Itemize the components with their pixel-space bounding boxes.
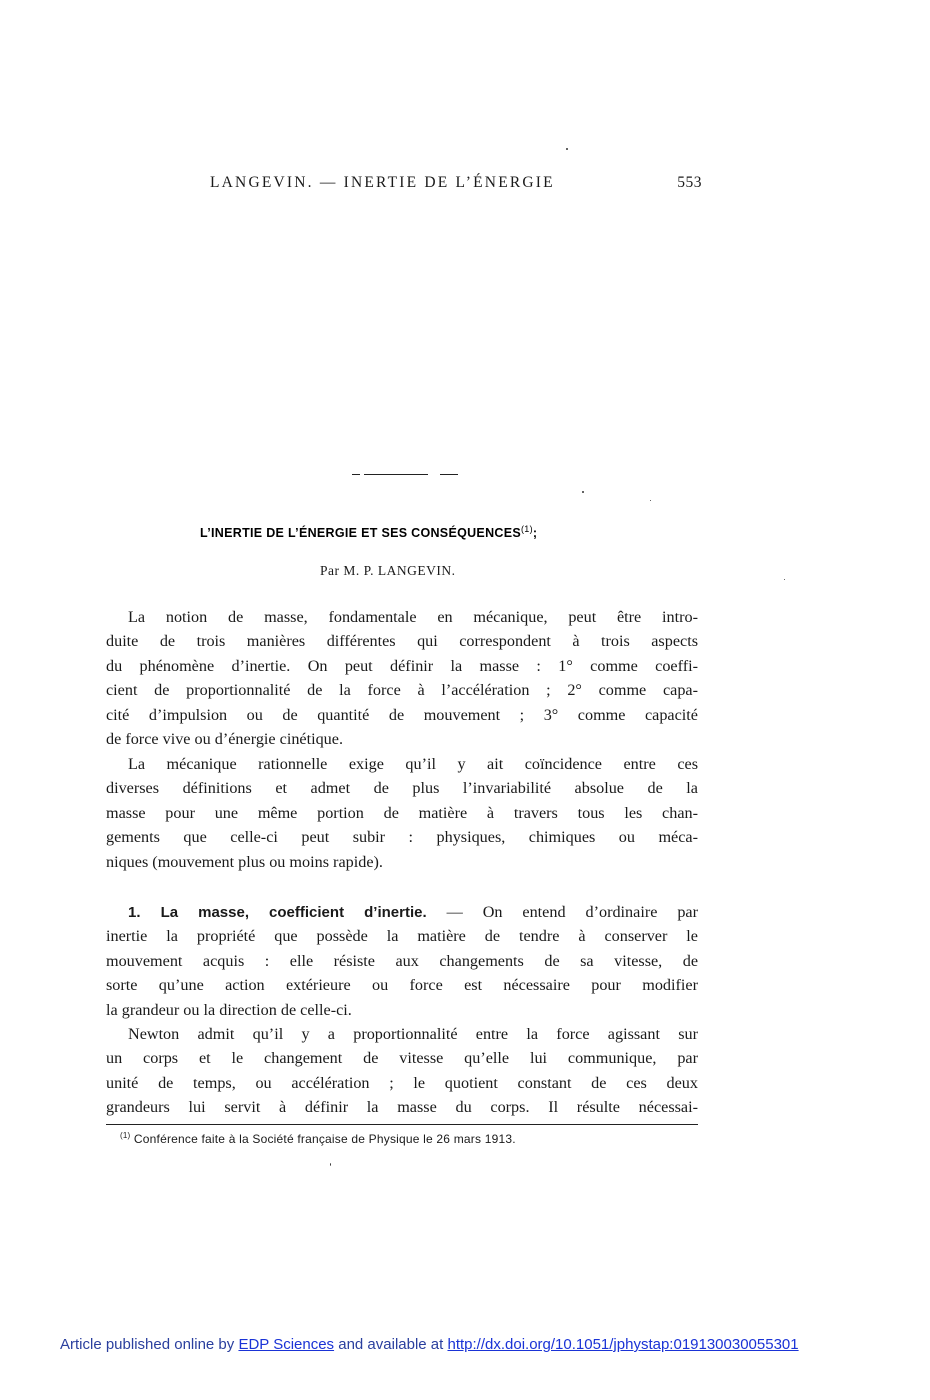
- section-1-paragraph: [106, 900, 698, 1022]
- print-speck: [650, 500, 651, 501]
- text-line: mouvement acquis : elle résiste aux changements de sa vitesse, de: [106, 951, 698, 970]
- title-ornament-dash: [352, 474, 360, 475]
- author-line: Par M. P. LANGEVIN.: [320, 563, 456, 578]
- text-line: unité de temps, ou accélération ; le quotient constant de ces deux: [106, 1073, 698, 1092]
- publisher-bar-prefix: Article published online by: [60, 1336, 239, 1353]
- title-ornament-dash: [440, 474, 458, 475]
- publisher-bar-middle: and available at: [334, 1336, 448, 1353]
- text-line: masse pour une même portion de matière à travers tous les chan-: [106, 803, 698, 822]
- text-line: La notion de masse, fondamentale en mécanique, peut être intro-: [128, 608, 698, 626]
- doi-link[interactable]: http://dx.doi.org/10.1051/jphystap:019130030055301: [447, 1336, 799, 1353]
- text-line: niques (mouvement plus ou moins rapide).: [106, 852, 383, 871]
- article-title: [200, 524, 620, 540]
- print-speck: [582, 491, 584, 493]
- text-line: grandeurs lui servit à définir la masse du corps. Il résulte nécessai-: [106, 1098, 698, 1117]
- text-line: duite de trois manières différentes qui correspondent à trois aspects: [106, 632, 698, 651]
- footnote-text: Conférence faite à la Société française de Physique le 26 mars 1913.: [130, 1132, 516, 1146]
- title-footnote-mark: (1): [521, 524, 533, 534]
- article-title-suffix: ;: [532, 526, 538, 541]
- title-ornament-rule: [364, 474, 428, 475]
- section-first-line-rest: — On entend d’ordinaire par: [426, 903, 698, 921]
- section-heading: 1. La masse, coefficient d’inertie.: [128, 904, 427, 921]
- text-line: la grandeur ou la direction de celle-ci.: [106, 1000, 352, 1019]
- text-line: La mécanique rationnelle exige qu’il y ait coïncidence entre ces: [128, 755, 698, 773]
- running-head: [210, 174, 702, 194]
- paragraph-4: [106, 1022, 698, 1120]
- article-title-text: L’INERTIE DE L’ÉNERGIE ET SES CONSÉQUENCES: [200, 526, 521, 541]
- paragraph-1: [106, 605, 698, 751]
- section-first-line: [106, 900, 698, 924]
- running-title: LANGEVIN. — INERTIE DE L’ÉNERGIE: [210, 174, 555, 191]
- paragraph-2: [106, 752, 698, 874]
- text-line: un corps et le changement de vitesse qu’elle lui communique, par: [106, 1049, 698, 1068]
- footnote-mark: (1): [120, 1131, 131, 1140]
- text-line: inertie la propriété que possède la matière de tendre à conserver le: [106, 927, 698, 946]
- print-speck: [784, 579, 785, 580]
- print-speck: [566, 148, 568, 150]
- footnote-rule: [106, 1124, 698, 1125]
- text-line: diverses définitions et admet de plus l’invariabilité absolue de la: [106, 779, 698, 798]
- text-line: cité d’impulsion ou de quantité de mouvement ; 3° comme capacité: [106, 705, 698, 724]
- text-line: Newton admit qu’il y a proportionnalité entre la force agissant sur: [128, 1025, 698, 1043]
- text-line: gements que celle-ci peut subir : physiques, chimiques ou méca-: [106, 828, 698, 847]
- publisher-bar: [60, 1336, 799, 1353]
- text-line: sorte qu’une action extérieure ou force est nécessaire pour modifier: [106, 976, 698, 995]
- text-line: cient de proportionnalité de la force à l’accélération ; 2° comme capa-: [106, 681, 698, 700]
- text-line: de force vive ou d’énergie cinétique.: [106, 729, 344, 748]
- page-number: 553: [677, 174, 702, 191]
- publisher-link[interactable]: EDP Sciences: [238, 1336, 335, 1353]
- text-line: du phénomène d’inertie. On peut définir la masse : 1° comme coeffi-: [106, 656, 698, 675]
- print-speck: [330, 1163, 331, 1166]
- footnote: [120, 1131, 516, 1146]
